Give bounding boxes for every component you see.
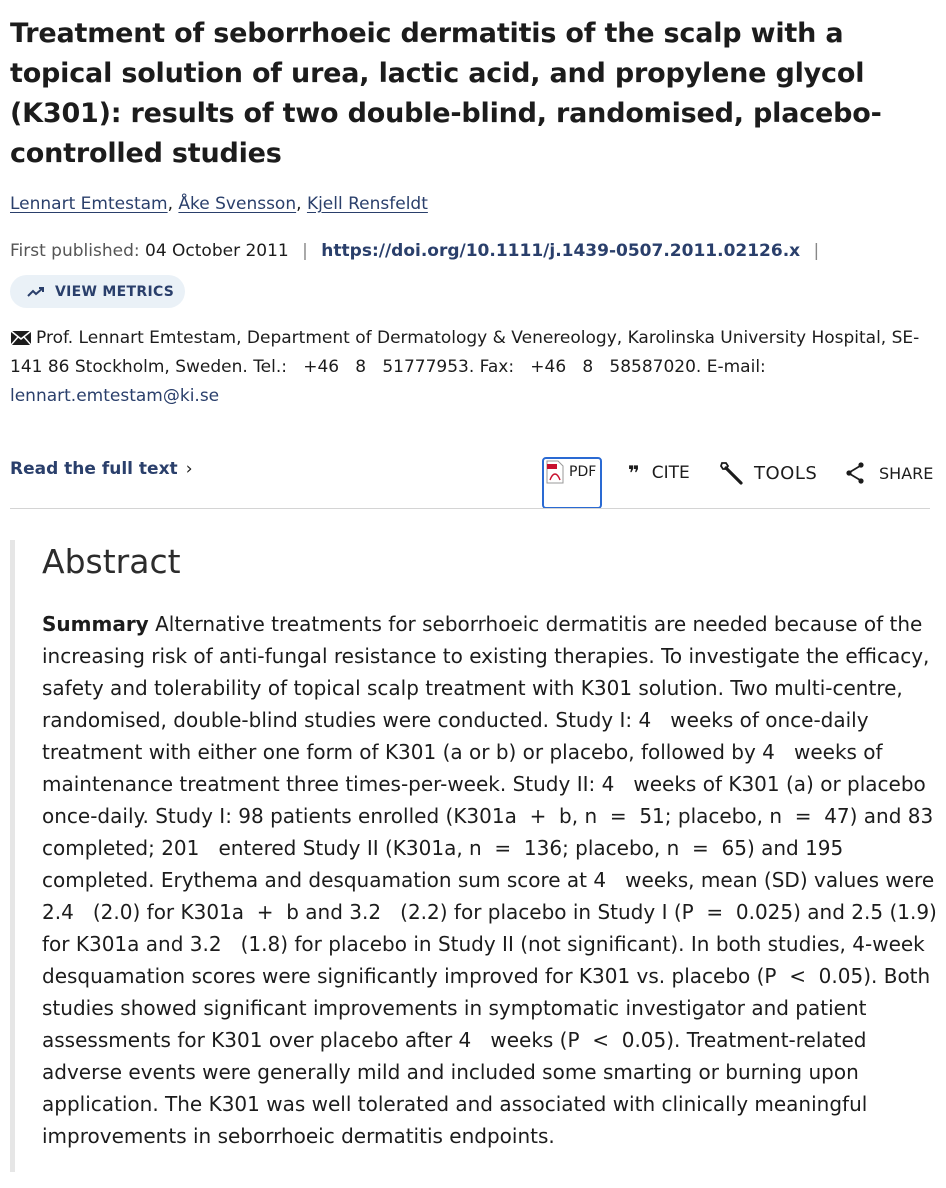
abstract-heading: Abstract — [42, 542, 181, 581]
article-title: Treatment of seborrhoeic dermatitis of the scalp with a topical solution of urea, lactic acid, and propylene glycol (K301): results of two double-blind, randomised, placebo-controlled studies — [10, 18, 882, 169]
author-link-3[interactable]: Kjell Rensfeldt — [306, 194, 428, 214]
envelope-icon — [10, 330, 32, 346]
author-link-1[interactable]: Lennart Emtestam — [10, 194, 168, 214]
cite-button[interactable] — [628, 461, 690, 485]
pdf-label: PDF — [569, 464, 597, 480]
quote-icon: ❞ — [628, 461, 638, 485]
divider — [10, 508, 930, 509]
author-link-2[interactable]: Åke Svensson — [178, 194, 297, 214]
tools-button[interactable] — [718, 460, 817, 486]
pdf-button[interactable] — [545, 460, 596, 484]
first-published-date: 04 October 2011 — [145, 241, 289, 261]
cite-label: CITE — [651, 463, 690, 483]
share-icon — [845, 462, 865, 484]
view-metrics-label: VIEW METRICS — [55, 283, 175, 300]
view-metrics-button[interactable] — [10, 275, 185, 308]
read-full-text-label: Read the full text — [10, 459, 178, 479]
email-link[interactable]: lennart.emtestam@ki.se — [10, 386, 220, 406]
abstract-body — [42, 608, 944, 1152]
share-label: SHARE — [879, 463, 934, 483]
share-button[interactable] — [845, 462, 933, 484]
trend-icon — [27, 286, 45, 298]
publication-info — [10, 241, 827, 261]
summary-label: Summary — [42, 612, 149, 636]
correspondence-text: Prof. Lennart Emtestam, Department of Dermatology & Venereology, Karolinska University Hospital, SE-141 86 Stockholm, Sweden. Tel.: +46 8 51777953. Fax: +46 8 58587020. E-mail: — [10, 328, 920, 377]
chevron-right-icon: › — [185, 459, 193, 479]
first-published-label: First published: — [10, 241, 140, 261]
wrench-icon — [718, 460, 744, 486]
abstract-text: Alternative treatments for seborrhoeic dermatitis are needed because of the increasing risk of anti-fungal resistance to existing therapies. To investigate the efficacy, safety and tolerability of topical scalp treatment with K301 solution. Two multi-centre, randomised, double-blind studies were conducted. Study I: 4 weeks of once-daily treatment with either one form of K301 (a or b) or placebo, followed by 4 weeks of maintenance treatment three times-per-week. Study II: 4 weeks of K301 (a) or placebo once-daily. Study I: 98 patients enrolled (K301a + b, n = 51; placebo, n = 47) and 83 completed; 201 entered Study II (K301a, n = 136; placebo, n = 65) and 195 completed. Erythema and desquamation sum score at 4 weeks, mean (SD) values were 2.4 (2.0) for K301a + b and 3.2 (2.2) for placebo in Study I (P = 0.025) and 2.5 (1.9) for K301a and 3.2 (1.8) for placebo in Study II (not significant). In both studies, 4-week desquamation scores were significantly improved for K301 vs. placebo (P < 0.05). Both studies showed significant improvements in symptomatic investigator and patient assessments for K301 over placebo after 4 weeks (P < 0.05). Treatment-related adverse events were generally mild and included some smarting or burning upon application. The K301 was well tolerated and associated with clinically meaningful improvements in seborrhoeic dermatitis endpoints. — [42, 612, 944, 1148]
pdf-file-icon — [545, 460, 565, 484]
correspondence-block — [10, 324, 940, 411]
author-list: Lennart Emtestam, Åke Svensson, Kjell Rensfeldt — [10, 194, 428, 214]
read-full-text-link[interactable] — [10, 459, 193, 479]
abstract-side-bar — [10, 540, 15, 1172]
separator: | — [302, 241, 308, 261]
doi-link[interactable]: https://doi.org/10.1111/j.1439-0507.2011.02126.x — [321, 241, 801, 261]
separator: | — [813, 241, 820, 261]
tools-label: TOOLS — [754, 462, 818, 484]
